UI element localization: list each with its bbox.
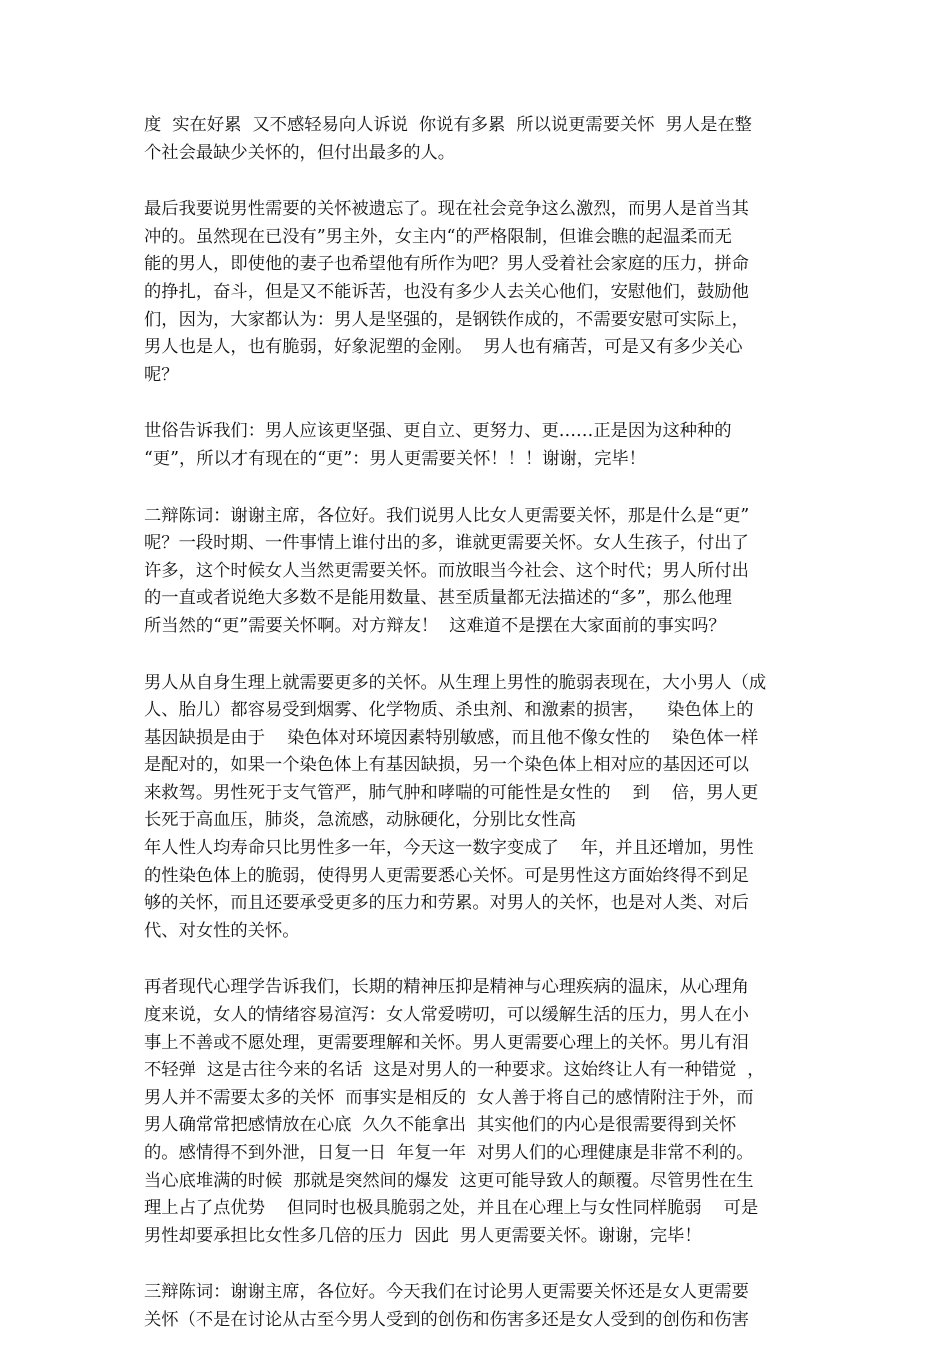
text-line: 三辩陈词：谢谢主席，各位好。今天我们在讨论男人更需要关怀还是女人更需要 bbox=[144, 1282, 749, 1303]
text-line: 世俗告诉我们：男人应该更坚强、更自立、更努力、更……正是因为这种种的 bbox=[144, 421, 732, 442]
text-line: 理上占了点优势 但同时也极具脆弱之处，并且在心理上与女性同样脆弱 可是 bbox=[144, 1198, 759, 1219]
text-line: 男性却要承担比女性多几倍的压力 因此 男人更需要关怀。谢谢，完毕！ bbox=[144, 1225, 702, 1246]
text-line: 男人并不需要太多的关怀 而事实是相反的 女人善于将自己的感情附注于外，而 bbox=[144, 1087, 754, 1108]
text-line: 冲的。虽然现在已没有”男主外，女主内“的严格限制，但谁会瞧的起温柔而无 bbox=[144, 226, 732, 247]
text-line: 事上不善或不愿处理，更需要理解和关怀。男人更需要心理上的关怀。男儿有泪 bbox=[144, 1032, 749, 1053]
text-line: 来救驾。男性死于支气管严，肺气肿和哮喘的可能性是女性的 到 倍，男人更 bbox=[144, 782, 759, 803]
text-line: 当心底堆满的时候 那就是突然间的爆发 这更可能导致人的颠覆。尽管男性在生 bbox=[144, 1170, 754, 1191]
text-line: 个社会最缺少关怀的，但付出最多的人。 bbox=[144, 142, 456, 163]
text-line: 男人确常常把感情放在心底 久久不能拿出 其实他们的内心是很需要得到关怀 bbox=[144, 1115, 737, 1136]
text-line: 再者现代心理学告诉我们，长期的精神压抑是精神与心理疾病的温床，从心理角 bbox=[144, 977, 749, 998]
text-line: 二辩陈词：谢谢主席，各位好。我们说男人比女人更需要关怀，那是什么是“更” bbox=[144, 505, 750, 526]
text-line: 度 实在好累 又不感轻易向人诉说 你说有多累 所以说更需要关怀 男人是在整 bbox=[144, 115, 752, 135]
text-line: “更”，所以才有现在的“更”：男人更需要关怀！！！谢谢，完毕！ bbox=[144, 448, 646, 469]
text-line: 代、对女性的关怀。 bbox=[144, 920, 300, 941]
text-line: 呢？ bbox=[144, 364, 179, 385]
text-line: 度来说，女人的情绪容易渲泻：女人常爱唠叨，可以缓解生活的压力，男人在小 bbox=[144, 1005, 749, 1026]
text-line: 的挣扎，奋斗，但是又不能诉苦，也没有多少人去关心他们，安慰他们，鼓励他 bbox=[144, 281, 749, 302]
text-line: 年人性人均寿命只比男性多一年，今天这一数字变成了 年，并且还增加，男性 bbox=[144, 838, 754, 859]
text-line: 是配对的，如果一个染色体上有基因缺损，另一个染色体上相对应的基因还可以 bbox=[144, 755, 749, 776]
text-line: 许多，这个时候女人当然更需要关怀。而放眼当今社会、这个时代；男人所付出 bbox=[144, 560, 749, 581]
text-line: 最后我要说男性需要的关怀被遗忘了。现在社会竞争这么激烈，而男人是首当其 bbox=[144, 199, 749, 220]
text-line: 的性染色体上的脆弱，使得男人更需要悉心关怀。可是男性这方面始终得不到足 bbox=[144, 865, 749, 886]
text-line: 能的男人，即使他的妻子也希望他有所作为吧？男人受着社会家庭的压力，拼命 bbox=[144, 254, 749, 275]
paragraph-3 bbox=[144, 418, 812, 473]
text-line: 男人从自身生理上就需要更多的关怀。从生理上男性的脆弱表现在，大小男人（成 bbox=[144, 672, 767, 693]
text-line: 男人也是人，也有脆弱，好象泥塑的金刚。 男人也有痛苦，可是又有多少关心 bbox=[144, 337, 743, 358]
paragraph-6 bbox=[144, 974, 812, 1250]
paragraph-1 bbox=[144, 112, 812, 167]
text-line: 不轻弹 这是古往今来的名话 这是对男人的一种要求。这始终让人有一种错觉 ， bbox=[144, 1060, 765, 1081]
text-line: 长死于高血压，肺炎，急流感，动脉硬化，分别比女性高 bbox=[144, 810, 577, 831]
paragraph-4 bbox=[144, 503, 812, 641]
paragraph-5 bbox=[144, 670, 812, 946]
text-line: 够的关怀，而且还要承受更多的压力和劳累。对男人的关怀，也是对人类、对后 bbox=[144, 893, 749, 914]
text-line: 关怀（不是在讨论从古至今男人受到的创伤和伤害多还是女人受到的创伤和伤害 bbox=[144, 1309, 749, 1330]
text-line: 的一直或者说绝大多数不是能用数量、甚至质量都无法描述的“多”，那么他理 bbox=[144, 588, 732, 609]
text-line: 所当然的“更”需要关怀啊。对方辩友！ 这难道不是摆在大家面前的事实吗？ bbox=[144, 615, 726, 636]
text-line: 们，因为，大家都认为：男人是坚强的，是钢铁作成的，不需要安慰可实际上， bbox=[144, 309, 749, 330]
text-line: 的。感情得不到外泄，日复一日 年复一年 对男人们的心理健康是非常不利的。 bbox=[144, 1143, 754, 1163]
paragraph-7 bbox=[144, 1279, 812, 1334]
document-page bbox=[144, 112, 812, 1364]
text-line: 基因缺损是由于 染色体对环境因素特别敏感，而且他不像女性的 染色体一样 bbox=[144, 727, 759, 748]
paragraph-2 bbox=[144, 196, 812, 389]
text-line: 人、胎儿）都容易受到烟雾、化学物质、杀虫剂、和激素的损害， 染色体上的 bbox=[144, 700, 754, 721]
text-line: 呢？一段时期、一件事情上谁付出的多，谁就更需要关怀。女人生孩子，付出了 bbox=[144, 533, 749, 554]
